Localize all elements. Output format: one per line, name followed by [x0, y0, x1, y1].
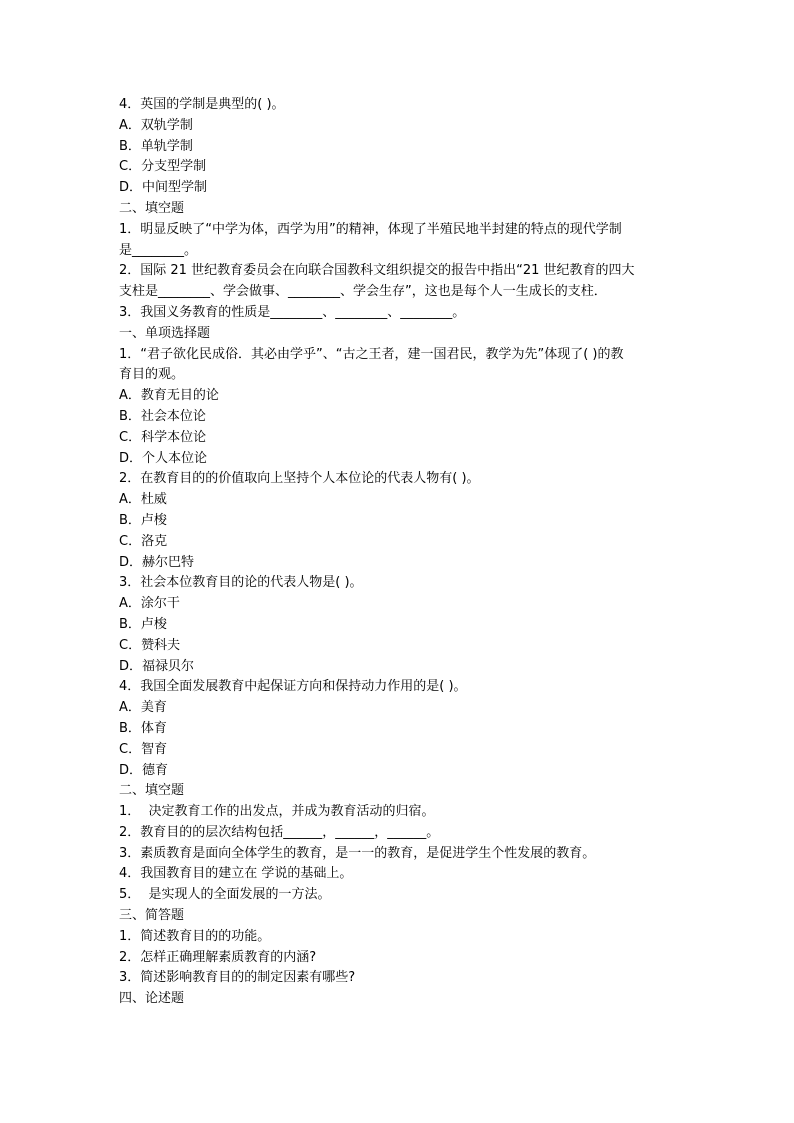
document-line: 3．简述影响教育目的的制定因素有哪些?	[119, 970, 356, 986]
document-line: B．卢梭	[119, 616, 167, 632]
document-line: 1．“君子欲化民成俗．其必由学乎”、“古之王者，建一国君民，教学为先”体现了( )的教	[119, 346, 624, 362]
document-line: D．赫尔巴特	[119, 554, 195, 570]
document-line: B．体育	[119, 720, 167, 736]
document-line: 4．我国教育目的建立在 学说的基础上。	[119, 866, 353, 882]
document-line: 1． 决定教育工作的出发点，并成为教育活动的归宿。	[119, 804, 435, 820]
document-line: 4．我国全面发展教育中起保证方向和保持动力作用的是( )。	[119, 679, 467, 695]
document-line: D．德育	[119, 762, 169, 778]
document-line: A．涂尔干	[119, 596, 180, 612]
document-line: 5． 是实现人的全面发展的一方法。	[119, 887, 331, 903]
document-line: C．科学本位论	[119, 429, 207, 445]
document-page	[119, 95, 699, 1010]
document-line: 育目的观。	[119, 367, 185, 383]
document-line: 是________。	[119, 242, 198, 258]
document-line: C．洛克	[119, 533, 168, 549]
document-line: B．社会本位论	[119, 408, 206, 424]
document-line: 二、填空题	[119, 200, 185, 216]
document-line: 2．怎样正确理解素质教育的内涵?	[119, 949, 317, 965]
document-line: A．杜威	[119, 492, 167, 508]
document-line: B．单轨学制	[119, 138, 193, 154]
document-line: C．智育	[119, 741, 168, 757]
document-line: 一、单项选择题	[119, 325, 211, 341]
document-line: 四、论述题	[119, 991, 185, 1007]
document-line: 2．教育目的的层次结构包括______，______，______。	[119, 824, 440, 840]
document-line: C．赞科夫	[119, 637, 181, 653]
document-line: 1．明显反映了“中学为体，西学为用”的精神，体现了半殖民地半封建的特点的现代学制	[119, 221, 622, 237]
document-line: 3．素质教育是面向全体学生的教育，是一一的教育，是促进学生个性发展的教育。	[119, 845, 596, 861]
document-line: D．福禄贝尔	[119, 658, 195, 674]
document-line: A．双轨学制	[119, 117, 193, 133]
document-line: 1．简述教育目的的功能。	[119, 928, 271, 944]
document-line: 3．我国义务教育的性质是________、________、________。	[119, 304, 466, 320]
document-line: A．美育	[119, 700, 167, 716]
document-line: 2．在教育目的的价值取向上坚持个人本位论的代表人物有( )。	[119, 471, 480, 487]
document-line: 3．社会本位教育目的论的代表人物是( )。	[119, 575, 363, 591]
document-line: D．个人本位论	[119, 450, 208, 466]
document-line: C．分支型学制	[119, 159, 207, 175]
document-line: 支柱是________、学会做事、________、学会生存”，这也是每个人一生成长的支柱．	[119, 284, 607, 300]
document-line: D．中间型学制	[119, 180, 208, 196]
document-line: 三、简答题	[119, 908, 185, 924]
document-line: 4．英国的学制是典型的( )。	[119, 97, 285, 112]
document-line: 2．国际 21 世纪教育委员会在向联合国教科文组织提交的报告中指出“21 世纪教育的四大	[119, 263, 635, 279]
document-line: A．教育无目的论	[119, 388, 219, 404]
document-line: 二、填空题	[119, 783, 185, 799]
document-line: B．卢梭	[119, 512, 167, 528]
